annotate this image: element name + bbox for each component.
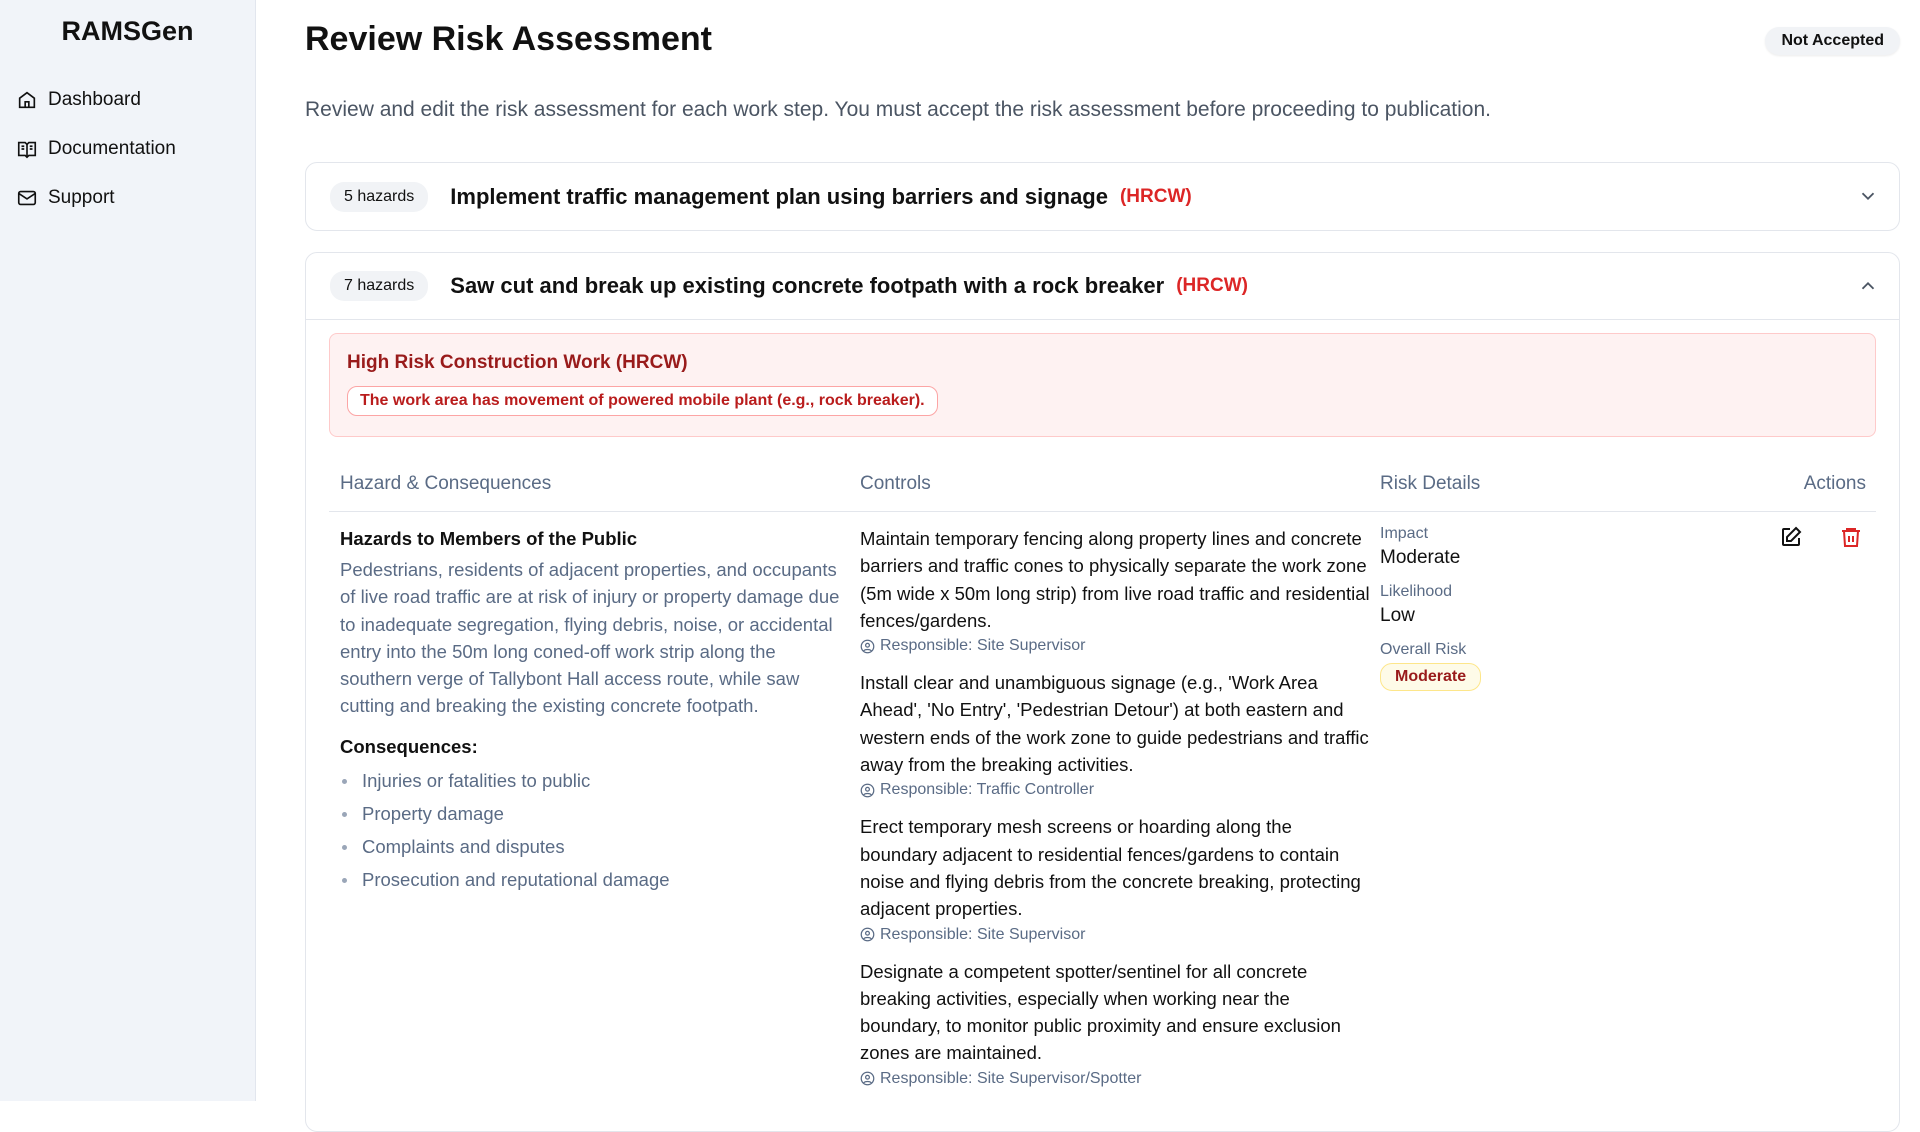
responsible [860, 637, 1370, 655]
status-badge: Not Accepted [1765, 27, 1900, 55]
hrcw-tag: (HRCW) [1176, 275, 1248, 296]
user-circle-icon [860, 927, 875, 942]
responsible-text: Responsible: Site Supervisor [880, 925, 1086, 943]
app-logo: RAMSGen [61, 16, 194, 46]
hrcw-tag: (HRCW) [1119, 185, 1192, 207]
hazard-count-badge: 5 hazards [330, 182, 428, 212]
sidebar-item-label: Dashboard [48, 89, 141, 110]
chevron-up-icon[interactable] [1857, 275, 1879, 297]
impact-label: Impact [1380, 525, 1429, 542]
consequences-label: Consequences: [340, 735, 478, 757]
chevron-down-icon[interactable] [1857, 185, 1879, 207]
user-circle-icon [860, 1071, 875, 1086]
overall-risk-label: Overall Risk [1380, 641, 1467, 658]
hazard-description: Pedestrians, residents of adjacent properties, and occupants of live road traffic are at risk of injury or property damage due to inadequate segregation, flying debris, noise, or accidental entry into the 50m long coned-off work strip along the southern verge of Tallybont Hall access route, while saw cutting and breaking the existing concrete footpath. [340, 559, 840, 717]
column-header-controls: Controls [860, 473, 931, 494]
control-text: Designate a competent spotter/sentinel for all concrete breaking activities, especially when working near the boundary, to monitor public proximity and ensure exclusion zones are maintained. [860, 960, 1341, 1064]
sidebar-item-support[interactable] [16, 187, 115, 209]
work-step-card [305, 162, 1900, 231]
responsible [860, 926, 1370, 944]
hrcw-alert [329, 333, 1876, 437]
alert-title: High Risk Construction Work (HRCW) [347, 352, 688, 373]
consequences-list [340, 764, 845, 896]
hrcw-reason: The work area has movement of powered mobile plant (e.g., rock breaker). [347, 386, 938, 416]
work-step-header[interactable] [306, 253, 1899, 320]
book-icon [16, 138, 38, 160]
mail-icon [16, 187, 38, 209]
risk-details-cell [1380, 523, 1481, 691]
responsible-text: Responsible: Site Supervisor [880, 637, 1086, 655]
responsible-text: Responsible: Traffic Controller [880, 781, 1095, 799]
control-text: Erect temporary mesh screens or hoarding along the boundary adjacent to residential fences/gardens to contain noise and flying debris from the concrete breaking, protecting adjacent properties. [860, 816, 1361, 920]
delete-icon[interactable] [1839, 525, 1863, 549]
column-header-actions: Actions [1803, 473, 1866, 494]
control-text: Maintain temporary fencing along property lines and concrete barriers and traffic cones to physically separate the work zone (5m wide x 50m long strip) from live road traffic and residential fences/gardens. [860, 528, 1370, 631]
work-step-title: Saw cut and break up existing concrete footpath with a rock breaker [450, 273, 1165, 298]
user-circle-icon [860, 639, 875, 654]
work-step-card [305, 252, 1900, 1132]
list-item: Property damage [340, 797, 845, 830]
page-title: Review Risk Assessment [305, 20, 712, 58]
sidebar-item-label: Documentation [48, 138, 176, 159]
list-item: Injuries or fatalities to public [340, 764, 845, 797]
user-circle-icon [860, 783, 875, 798]
likelihood-value: Low [1380, 605, 1415, 626]
control-text: Install clear and unambiguous signage (e.g., 'Work Area Ahead', 'No Entry', 'Pedestrian Detour') at both eastern and western ends of the work zone to guide pedestrians and traffic away from the breaking activities. [860, 672, 1369, 776]
control-item [860, 669, 1370, 799]
hazard-count-badge: 7 hazards [330, 271, 428, 301]
home-icon [16, 89, 38, 111]
work-step-header[interactable] [306, 163, 1899, 230]
sidebar-item-dashboard[interactable] [16, 89, 141, 111]
page-subtitle: Review and edit the risk assessment for each work step. You must accept the risk assessment before proceeding to publication. [305, 98, 1491, 121]
responsible [860, 781, 1370, 799]
sidebar [0, 0, 256, 1101]
responsible-text: Responsible: Site Supervisor/Spotter [880, 1069, 1142, 1087]
control-item [860, 958, 1370, 1088]
hazard-title: Hazards to Members of the Public [340, 528, 638, 549]
column-header-risk: Risk Details [1380, 473, 1481, 494]
edit-icon[interactable] [1779, 525, 1803, 549]
control-item [860, 813, 1370, 943]
hazard-cell [340, 525, 845, 896]
divider [329, 511, 1876, 512]
control-item [860, 525, 1370, 655]
sidebar-item-documentation[interactable] [16, 138, 176, 160]
impact-value: Moderate [1380, 547, 1461, 568]
responsible [860, 1070, 1370, 1088]
list-item: Complaints and disputes [340, 830, 845, 863]
likelihood-label: Likelihood [1380, 583, 1453, 600]
column-header-hazard: Hazard & Consequences [340, 473, 552, 494]
sidebar-item-label: Support [48, 187, 115, 208]
controls-cell [860, 525, 1370, 1102]
overall-risk-badge: Moderate [1380, 663, 1481, 691]
work-step-title: Implement traffic management plan using barriers and signage [450, 183, 1108, 209]
list-item: Prosecution and reputational damage [340, 863, 845, 896]
